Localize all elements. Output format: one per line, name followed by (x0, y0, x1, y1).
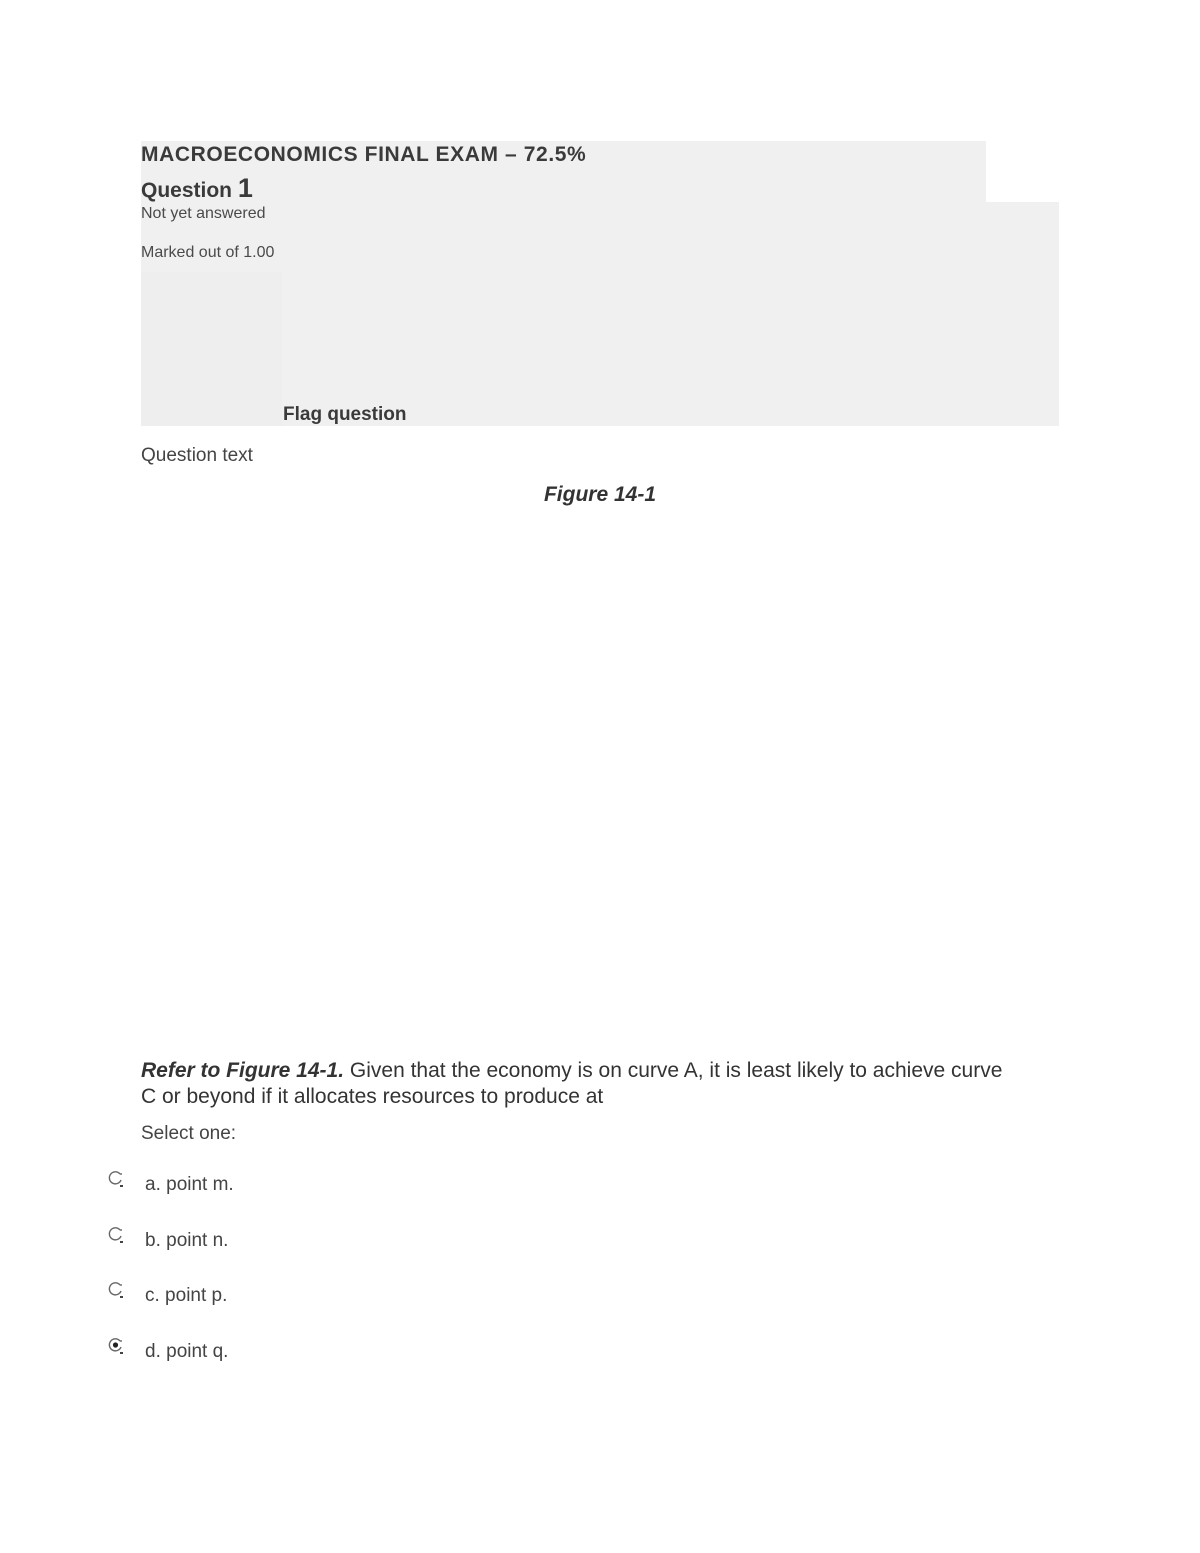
figure-caption: Figure 14-1 (543, 483, 657, 506)
question-number: 1 (237, 173, 253, 203)
exam-title: MACROECONOMICS FINAL EXAM – 72.5% (141, 143, 587, 166)
question-state: Not yet answered (141, 205, 266, 222)
prompt-figure-reference: Refer to Figure 14-1. (141, 1059, 345, 1082)
answer-option-c[interactable] (105, 1281, 605, 1311)
flag-question-link[interactable]: Flag question (283, 404, 407, 425)
select-one-label: Select one: (141, 1123, 237, 1144)
question-grade: Marked out of 1.00 (141, 244, 275, 261)
radio-unselected-icon[interactable] (107, 1226, 125, 1248)
answer-option-d[interactable] (105, 1337, 605, 1367)
question-text-label: Question text (141, 445, 253, 466)
question-prompt (141, 1058, 1021, 1110)
question-heading (141, 173, 253, 204)
answer-label: d. point q. (145, 1341, 229, 1362)
answer-label: c. point p. (145, 1285, 228, 1306)
radio-unselected-icon[interactable] (107, 1170, 125, 1192)
radio-selected-icon[interactable] (107, 1337, 125, 1359)
radio-unselected-icon[interactable] (107, 1281, 125, 1303)
answer-label: a. point m. (145, 1174, 234, 1195)
answer-option-b[interactable] (105, 1226, 605, 1256)
answer-option-a[interactable] (105, 1170, 605, 1200)
figure-image-area (141, 520, 1059, 1050)
prompt-text: Given that the economy is on curve A, it is least likely to achieve curve C or beyond if it allocates resources to produce at (141, 1059, 1003, 1108)
question-label: Question (141, 179, 233, 202)
answer-label: b. point n. (145, 1230, 229, 1251)
question-info-shade (141, 272, 282, 426)
